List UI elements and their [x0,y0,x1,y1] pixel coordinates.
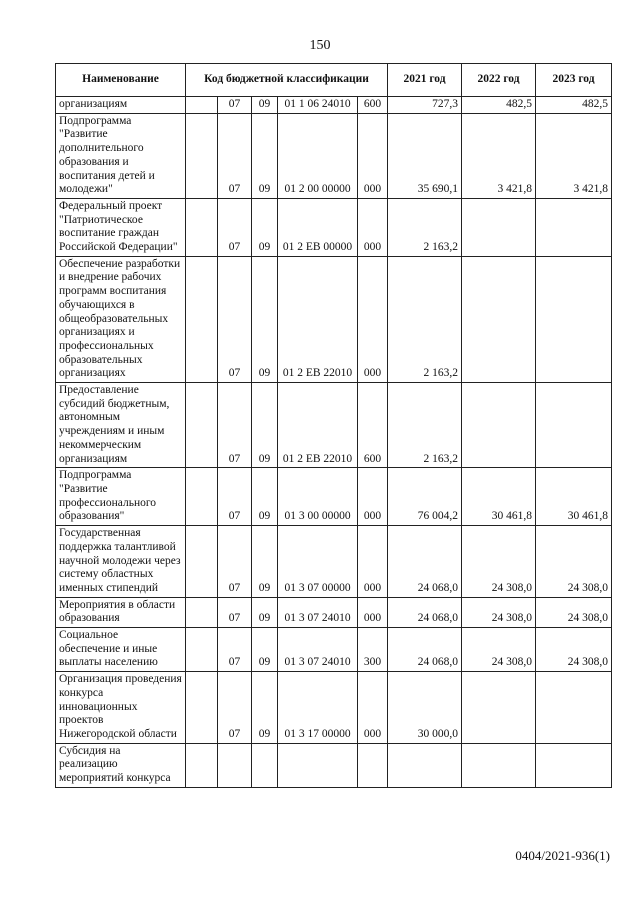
row-value-2021: 24 068,0 [388,526,462,598]
row-value-2023: 482,5 [536,97,612,114]
row-code-section: 07 [218,597,252,627]
row-blank-cell [186,526,218,598]
row-value-2021: 24 068,0 [388,597,462,627]
row-name: Государственная поддержка талантливой научной молодежи через систему областных именных стипендий [56,526,186,598]
row-name: Предоставление субсидий бюджетным, автономным учреждениям и иным некоммерческим организациям [56,383,186,468]
row-value-2022 [462,256,536,382]
row-name: Подпрограмма "Развитие дополнительного образования и воспитания детей и молодежи" [56,113,186,198]
row-name: Подпрограмма "Развитие профессионального образования" [56,468,186,526]
header-2023: 2023 год [536,64,612,97]
row-blank-cell [186,468,218,526]
row-code-target: 01 2 EB 22010 [278,256,358,382]
row-code-section: 07 [218,97,252,114]
row-name: Федеральный проект "Патриотическое воспитание граждан Российской Федерации" [56,198,186,256]
row-code-section: 07 [218,256,252,382]
row-code-section [218,743,252,787]
row-name: Организация проведения конкурса инновационных проектов Нижегородской области [56,672,186,744]
row-code-expense-type: 300 [358,628,388,672]
row-value-2023: 24 308,0 [536,628,612,672]
row-code-expense-type: 600 [358,383,388,468]
row-value-2023: 30 461,8 [536,468,612,526]
row-value-2022 [462,198,536,256]
row-value-2023: 24 308,0 [536,526,612,598]
table-row [56,468,612,526]
row-code-subsection: 09 [252,97,278,114]
row-code-section: 07 [218,526,252,598]
row-code-section: 07 [218,198,252,256]
header-2021: 2021 год [388,64,462,97]
row-value-2023: 24 308,0 [536,597,612,627]
row-code-expense-type: 000 [358,672,388,744]
row-code-section: 07 [218,628,252,672]
row-code-subsection: 09 [252,526,278,598]
table-row [56,628,612,672]
document-code: 0404/2021-936(1) [515,848,610,863]
table-row [56,383,612,468]
row-value-2022 [462,672,536,744]
table-header-row [56,64,612,97]
row-value-2023 [536,743,612,787]
row-code-subsection: 09 [252,256,278,382]
row-blank-cell [186,198,218,256]
row-code-section: 07 [218,113,252,198]
table-row [56,97,612,114]
row-value-2021: 2 163,2 [388,256,462,382]
row-value-2023 [536,256,612,382]
row-value-2021 [388,743,462,787]
row-code-section: 07 [218,468,252,526]
row-code-target: 01 1 06 24010 [278,97,358,114]
row-code-section: 07 [218,383,252,468]
row-blank-cell [186,743,218,787]
row-value-2022: 24 308,0 [462,597,536,627]
row-code-subsection: 09 [252,468,278,526]
row-value-2023: 3 421,8 [536,113,612,198]
row-code-expense-type: 000 [358,256,388,382]
row-blank-cell [186,383,218,468]
row-name: Обеспечение разработки и внедрение рабочих программ воспитания обучающихся в общеобразовательных организациях и профессиональных образовательных организациях [56,256,186,382]
table-row [56,672,612,744]
header-2022: 2022 год [462,64,536,97]
row-blank-cell [186,113,218,198]
row-value-2022: 30 461,8 [462,468,536,526]
page-number: 150 [309,38,331,53]
row-blank-cell [186,672,218,744]
row-blank-cell [186,256,218,382]
row-value-2021: 35 690,1 [388,113,462,198]
row-value-2021: 2 163,2 [388,198,462,256]
row-code-subsection: 09 [252,672,278,744]
header-code: Код бюджетной классификации [186,64,388,97]
budget-table [55,63,612,788]
table-row [56,198,612,256]
row-blank-cell [186,628,218,672]
row-code-subsection [252,743,278,787]
row-code-target [278,743,358,787]
row-value-2021: 76 004,2 [388,468,462,526]
row-code-target: 01 2 EB 22010 [278,383,358,468]
row-code-expense-type: 000 [358,198,388,256]
row-value-2021: 24 068,0 [388,628,462,672]
table-row [56,113,612,198]
row-name: Социальное обеспечение и иные выплаты населению [56,628,186,672]
row-code-subsection: 09 [252,383,278,468]
row-value-2022: 3 421,8 [462,113,536,198]
row-name: Субсидия на реализацию мероприятий конкурса [56,743,186,787]
row-value-2022: 24 308,0 [462,526,536,598]
table-row [56,256,612,382]
row-code-expense-type: 600 [358,97,388,114]
row-code-subsection: 09 [252,628,278,672]
table-row [56,526,612,598]
row-code-subsection: 09 [252,198,278,256]
table-row [56,597,612,627]
row-value-2023 [536,672,612,744]
row-value-2022 [462,743,536,787]
row-name: Мероприятия в области образования [56,597,186,627]
row-code-target: 01 2 00 00000 [278,113,358,198]
row-value-2022: 24 308,0 [462,628,536,672]
header-name: Наименование [56,64,186,97]
row-code-target: 01 3 07 00000 [278,526,358,598]
row-code-expense-type: 000 [358,468,388,526]
row-code-expense-type: 000 [358,113,388,198]
row-value-2021: 30 000,0 [388,672,462,744]
row-code-expense-type [358,743,388,787]
row-code-subsection: 09 [252,597,278,627]
table-row [56,743,612,787]
row-value-2022: 482,5 [462,97,536,114]
row-code-target: 01 3 07 24010 [278,628,358,672]
row-code-section: 07 [218,672,252,744]
row-blank-cell [186,97,218,114]
row-code-target: 01 2 EB 00000 [278,198,358,256]
row-value-2021: 2 163,2 [388,383,462,468]
row-blank-cell [186,597,218,627]
row-code-expense-type: 000 [358,526,388,598]
row-name: организациям [56,97,186,114]
row-code-subsection: 09 [252,113,278,198]
row-value-2023 [536,198,612,256]
row-code-expense-type: 000 [358,597,388,627]
row-code-target: 01 3 17 00000 [278,672,358,744]
row-code-target: 01 3 07 24010 [278,597,358,627]
row-value-2022 [462,383,536,468]
row-code-target: 01 3 00 00000 [278,468,358,526]
row-value-2021: 727,3 [388,97,462,114]
row-value-2023 [536,383,612,468]
table-body [56,97,612,788]
